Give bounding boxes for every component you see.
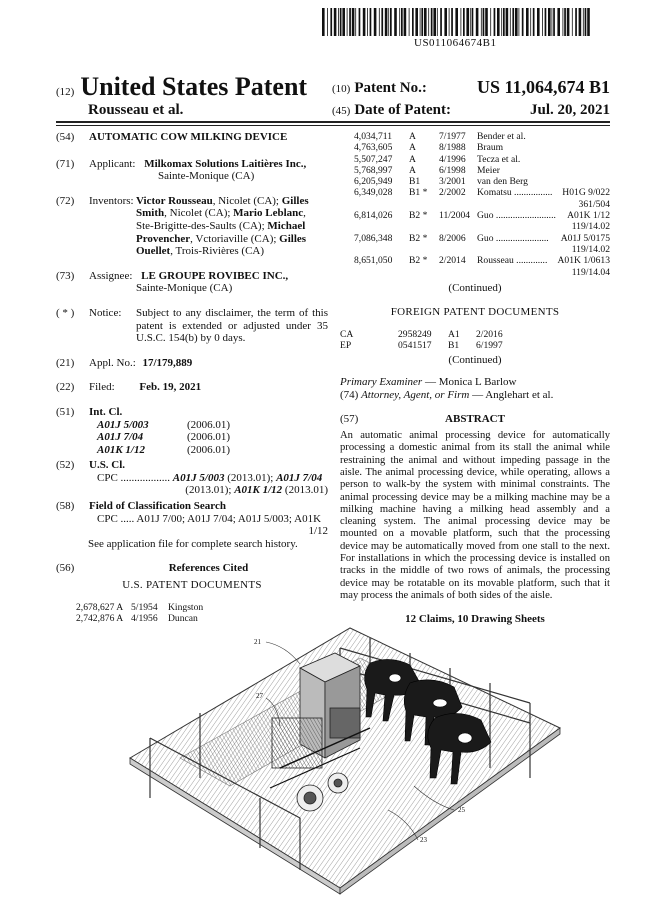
barcode-bar bbox=[472, 8, 474, 36]
us-ref-row bbox=[354, 199, 610, 210]
assignee-label: Assignee: bbox=[89, 269, 133, 282]
filed-label: Filed: bbox=[89, 381, 115, 394]
ref-cl: A01K 1/12 bbox=[567, 210, 610, 222]
intcl-row-1 bbox=[89, 431, 328, 444]
cpc-3-year: (2013.01) bbox=[282, 484, 328, 497]
inventor-3: Mario Leblanc bbox=[233, 207, 304, 220]
barcode-bar bbox=[530, 8, 531, 36]
barcode-bar bbox=[342, 8, 345, 36]
us-ref-row bbox=[354, 176, 610, 187]
ref-d: 11/2004 bbox=[439, 210, 471, 222]
title-field bbox=[56, 131, 328, 144]
ref-cl: 119/14.04 bbox=[571, 266, 610, 278]
us-ref-row bbox=[354, 154, 610, 165]
ref-name: Duncan bbox=[168, 612, 198, 624]
ref-nm: Braum bbox=[477, 142, 504, 154]
label-21: 21 bbox=[254, 638, 261, 646]
us-ref-row bbox=[354, 255, 610, 266]
cpc-label: CPC bbox=[97, 471, 118, 484]
barcode-bar bbox=[440, 8, 442, 36]
barcode-bar bbox=[512, 8, 514, 36]
ref-cl: A01J 5/0175 bbox=[560, 232, 610, 244]
barcode-bar bbox=[409, 8, 410, 36]
us-ref-row bbox=[354, 267, 610, 278]
header-rule-thin bbox=[56, 125, 610, 126]
barcode-bar bbox=[390, 8, 392, 36]
barcode-bar bbox=[461, 8, 462, 36]
ref-k: B2 * bbox=[409, 210, 428, 222]
cpc-line bbox=[89, 472, 328, 485]
barcode-bar bbox=[420, 8, 421, 36]
barcode-bar bbox=[363, 8, 366, 36]
ref-cl: H01G 9/022 bbox=[562, 187, 610, 199]
ref-d: 7/1977 bbox=[439, 131, 466, 142]
cpc-1-year: (2013.01); bbox=[224, 471, 277, 484]
ref-nm: Guo ...................... bbox=[477, 232, 549, 244]
ref-n: 6,349,028 bbox=[354, 187, 393, 199]
ref-d: 8/2006 bbox=[439, 232, 466, 244]
ref-nm: Guo ......................... bbox=[477, 210, 556, 222]
barcode-bar bbox=[575, 8, 577, 36]
ref-nm: Bender et al. bbox=[477, 131, 526, 142]
intcl-code: (51) bbox=[56, 405, 75, 418]
ref-date: 4/1956 bbox=[131, 612, 158, 624]
ref-d: 2/2002 bbox=[439, 187, 466, 199]
right-column bbox=[340, 131, 610, 626]
abstract-label: ABSTRACT bbox=[445, 413, 505, 426]
barcode-bar bbox=[485, 8, 488, 36]
barcode-bar bbox=[506, 8, 509, 36]
publication-number: US011064674B1 bbox=[414, 37, 497, 49]
us-ref-row bbox=[354, 131, 610, 142]
assignee-code: (73) bbox=[56, 269, 75, 282]
cpc-line-2 bbox=[89, 484, 328, 497]
barcode-bar bbox=[444, 8, 447, 36]
abstract-code: (57) bbox=[340, 413, 359, 426]
ref-n: 7,086,348 bbox=[354, 232, 393, 244]
code-45: (45) bbox=[332, 105, 351, 117]
cpc-2: A01J 7/04 bbox=[276, 471, 323, 484]
code-10: (10) bbox=[332, 83, 351, 95]
barcode-bar bbox=[545, 8, 547, 36]
us-ref-row bbox=[354, 221, 610, 232]
ref-cl: 119/14.02 bbox=[571, 221, 610, 233]
assignee-location: Sainte-Monique (CA) bbox=[136, 282, 233, 295]
ref-d: 6/1998 bbox=[439, 164, 466, 176]
refs-label: References Cited bbox=[168, 562, 249, 575]
search-label: Field of Classification Search bbox=[89, 500, 226, 513]
barcode-bar bbox=[370, 8, 372, 36]
barcode-bar bbox=[394, 8, 397, 36]
intcl-year-2: (2006.01) bbox=[187, 443, 231, 456]
barcode-bar bbox=[563, 8, 564, 36]
examiner-label: Primary Examiner bbox=[340, 376, 423, 389]
barcode-bar bbox=[347, 8, 348, 36]
foreign-refs-list bbox=[340, 329, 610, 352]
label-23: 23 bbox=[420, 836, 427, 844]
inventor-3-loc: , bbox=[303, 207, 306, 220]
barcode-bar bbox=[455, 8, 458, 36]
patent-type-title: United States Patent bbox=[80, 72, 308, 101]
foreign-ref-row bbox=[340, 329, 610, 340]
foreign-docs-label: FOREIGN PATENT DOCUMENTS bbox=[390, 306, 560, 319]
barcode-bar bbox=[327, 8, 328, 36]
label-27: 27 bbox=[256, 692, 263, 700]
ref-k: A bbox=[409, 164, 416, 176]
ref-d: 3/2001 bbox=[439, 176, 466, 188]
ref-nm: van den Berg bbox=[477, 176, 528, 188]
applicant-code: (71) bbox=[56, 157, 75, 170]
assignee-name: LE GROUPE ROVIBEC INC., bbox=[141, 269, 289, 282]
search-field bbox=[56, 500, 328, 550]
us-ref-row bbox=[354, 165, 610, 176]
us-ref-row bbox=[354, 210, 610, 221]
us-refs-continued bbox=[340, 131, 610, 278]
ref-n: 4,034,711 bbox=[354, 131, 393, 142]
barcode-bar bbox=[330, 8, 332, 36]
barcode-bar bbox=[355, 8, 356, 36]
applicant-label: Applicant: bbox=[89, 157, 136, 170]
barcode-bar bbox=[501, 8, 502, 36]
foreign-number: 0541517 bbox=[398, 340, 432, 352]
barcode-bar bbox=[470, 8, 471, 36]
barcode-bar bbox=[401, 8, 403, 36]
barcode-bar bbox=[379, 8, 380, 36]
barcode-bar bbox=[481, 8, 482, 36]
ref-nm: Rousseau ............. bbox=[477, 255, 548, 267]
inventor-5b: Ouellet bbox=[136, 245, 171, 258]
inventor-5a: Gilles bbox=[279, 232, 307, 245]
abstract-text: An automatic animal processing device for automatically processing a domestic animal from its stall the animal while restraining the animal and without impeding passage in the aisle. The animal processing device, while operating, allows a person to walk-by the system with minimal constraints. The animal processing device may be a milking machine may be a milking machine having a milking head assembly and a cleaning system. The animal processing device may be mounted on a movable platform, such that the processing device may be automatically moved from one stall to the next. For installations in which the processing device is installed on tracks in the middle of two rows of animals, the processing device may be rotatable on its movable platform, such that it may process the animals of both sides of the aisle. bbox=[340, 430, 610, 601]
patent-number: US 11,064,674 B1 bbox=[476, 77, 610, 97]
intcl-row-0 bbox=[89, 419, 328, 432]
barcode-bar bbox=[567, 8, 570, 36]
barcode-bar bbox=[338, 8, 339, 36]
search-cpc-2: 1/12 bbox=[308, 525, 328, 538]
refs-field bbox=[56, 562, 328, 575]
barcode-bar bbox=[352, 8, 355, 36]
notice-field bbox=[56, 307, 328, 345]
inventor-2b: Smith bbox=[136, 207, 165, 220]
ref-number: 2,678,627 A bbox=[76, 601, 124, 613]
ref-n: 4,763,605 bbox=[354, 142, 393, 154]
barcode-bar bbox=[537, 8, 540, 36]
barcode-bar bbox=[449, 8, 450, 36]
applicant-name: Milkomax Solutions Laitières Inc., bbox=[144, 157, 307, 170]
barcode-bar bbox=[433, 8, 436, 36]
foreign-ref-row bbox=[340, 340, 610, 351]
foreign-number: 2958249 bbox=[398, 329, 432, 341]
barcode-bar bbox=[412, 8, 414, 36]
ref-n: 8,651,050 bbox=[354, 255, 393, 267]
date-label: Date of Patent: bbox=[354, 102, 451, 118]
intcl-field bbox=[56, 406, 328, 456]
barcode-bar bbox=[466, 8, 469, 36]
barcode-bar bbox=[579, 8, 582, 36]
inventor-3-line: Ste-Brigitte-des-Saults (CA); bbox=[136, 219, 268, 232]
inventor-short: Rousseau et al. bbox=[88, 102, 184, 118]
ref-nm: Komatsu ................ bbox=[477, 187, 553, 199]
barcode-bar bbox=[340, 8, 342, 36]
appl-number: 17/179,889 bbox=[142, 356, 193, 369]
barcode-bar bbox=[463, 8, 465, 36]
barcode-bar bbox=[585, 8, 587, 36]
patent-header-right bbox=[332, 77, 610, 124]
inventors-label: Inventors: bbox=[89, 194, 134, 207]
ref-number: 2,742,876 A bbox=[76, 612, 124, 624]
cpc-1: A01J 5/003 bbox=[172, 471, 225, 484]
barcode-bar bbox=[519, 8, 520, 36]
barcode bbox=[322, 8, 592, 36]
barcode-bar bbox=[374, 8, 377, 36]
barcode-bar bbox=[451, 8, 453, 36]
barcode-bar bbox=[431, 8, 433, 36]
ref-k: A bbox=[409, 153, 416, 165]
ref-d: 8/1988 bbox=[439, 142, 466, 154]
inventor-5-loc: , Trois-Rivières (CA) bbox=[170, 245, 265, 258]
us-docs-label: U.S. PATENT DOCUMENTS bbox=[122, 579, 262, 592]
barcode-bar bbox=[388, 8, 389, 36]
barcode-bar bbox=[553, 8, 555, 36]
barcode-bar bbox=[522, 8, 524, 36]
code-12: (12) bbox=[56, 86, 75, 98]
us-ref-row bbox=[354, 233, 610, 244]
attorney-name: — Anglehart et al. bbox=[469, 388, 554, 401]
foreign-date: 6/1997 bbox=[476, 340, 503, 352]
filed-code: (22) bbox=[56, 381, 75, 394]
barcode-bar bbox=[490, 8, 491, 36]
milking-device-drawing bbox=[90, 608, 590, 898]
inventors-field bbox=[56, 195, 328, 258]
barcode-bar bbox=[349, 8, 351, 36]
barcode-bar bbox=[583, 8, 584, 36]
barcode-bar bbox=[476, 8, 479, 36]
invention-title: AUTOMATIC COW MILKING DEVICE bbox=[89, 131, 288, 143]
barcode-bar bbox=[367, 8, 368, 36]
ref-k: B1 * bbox=[409, 187, 428, 199]
continued-2: (Continued) bbox=[448, 353, 502, 366]
assignee-field bbox=[56, 270, 328, 295]
patent-date: Jul. 20, 2021 bbox=[529, 102, 610, 118]
ref-n: 5,768,997 bbox=[354, 164, 393, 176]
barcode-bar bbox=[381, 8, 383, 36]
notice-code: ( * ) bbox=[56, 306, 75, 319]
ref-cl: 361/504 bbox=[578, 198, 610, 210]
ref-k: A bbox=[409, 131, 416, 142]
ref-cl: A01K 1/0613 bbox=[557, 255, 610, 267]
us-ref-row bbox=[354, 244, 610, 255]
barcode-bar bbox=[526, 8, 529, 36]
applicant-location: Sainte-Monique (CA) bbox=[158, 170, 255, 183]
intcl-year-1: (2006.01) bbox=[187, 431, 231, 444]
barcode-bar bbox=[428, 8, 429, 36]
barcode-bar bbox=[359, 8, 361, 36]
barcode-bar bbox=[572, 8, 573, 36]
intcl-code-0: A01J 5/003 bbox=[97, 418, 149, 431]
intcl-label: Int. Cl. bbox=[89, 405, 123, 418]
ref-n: 5,507,247 bbox=[354, 153, 393, 165]
patent-no-label: Patent No.: bbox=[354, 80, 427, 96]
ref-name: Kingston bbox=[168, 601, 204, 613]
abstract-heading bbox=[340, 413, 610, 426]
barcode-bar bbox=[334, 8, 337, 36]
ref-cl: 119/14.02 bbox=[571, 243, 610, 255]
intcl-row-2 bbox=[89, 444, 328, 457]
search-see-note: See application file for complete search history. bbox=[88, 537, 298, 550]
barcode-bar bbox=[533, 8, 535, 36]
notice-label: Notice: bbox=[89, 306, 122, 319]
uscl-code: (52) bbox=[56, 459, 75, 472]
uscl-field bbox=[56, 459, 328, 497]
barcode-bar bbox=[548, 8, 551, 36]
inventor-2a: Gilles bbox=[281, 194, 309, 207]
foreign-country: EP bbox=[340, 340, 352, 352]
applicant-field bbox=[56, 158, 328, 183]
refs-code: (56) bbox=[56, 562, 75, 575]
label-25: 25 bbox=[458, 806, 465, 814]
patent-number-row bbox=[332, 77, 610, 102]
cpc-dots: .................. bbox=[117, 471, 171, 484]
ref-nm: Tecza et al. bbox=[477, 153, 521, 165]
us-ref-row bbox=[354, 187, 610, 198]
ref-d: 4/1996 bbox=[439, 153, 466, 165]
barcode-bar bbox=[424, 8, 427, 36]
inventor-2-loc: , Nicolet (CA); bbox=[164, 207, 234, 220]
appl-field bbox=[56, 357, 328, 370]
search-cpc: CPC ..... A01J 7/00; A01J 7/04; A01J 5/003; A01K bbox=[97, 512, 322, 525]
foreign-date: 2/2016 bbox=[476, 329, 503, 341]
ref-nm: Meier bbox=[477, 164, 500, 176]
claims-line: 12 Claims, 10 Drawing Sheets bbox=[405, 613, 545, 626]
ref-k: A bbox=[409, 142, 416, 154]
barcode-bar bbox=[542, 8, 543, 36]
foreign-country: CA bbox=[340, 329, 354, 341]
barcode-bar bbox=[564, 8, 566, 36]
left-column bbox=[56, 131, 328, 624]
barcode-bar bbox=[587, 8, 590, 36]
ref-date: 5/1954 bbox=[131, 601, 158, 613]
ref-k: B2 * bbox=[409, 232, 428, 244]
uscl-label: U.S. Cl. bbox=[89, 459, 126, 472]
barcode-bar bbox=[421, 8, 423, 36]
examiner-name: — Monica L Barlow bbox=[422, 376, 517, 389]
barcode-bar bbox=[385, 8, 388, 36]
cpc-2-year: (2013.01); bbox=[185, 484, 235, 497]
ref-n: 6,205,949 bbox=[354, 176, 393, 188]
attorney-line bbox=[340, 389, 610, 402]
ref-k: B1 bbox=[409, 176, 421, 188]
attorney-code: (74) bbox=[340, 388, 359, 401]
ref-d: 2/2014 bbox=[439, 255, 466, 267]
inventor-4b: Provencher bbox=[136, 232, 191, 245]
attorney-label: Attorney, Agent, or Firm bbox=[361, 388, 470, 401]
inventors-code: (72) bbox=[56, 194, 75, 207]
barcode-bar bbox=[510, 8, 511, 36]
barcode-bar bbox=[497, 8, 500, 36]
barcode-bar bbox=[552, 8, 553, 36]
inventor-1: Victor Rousseau bbox=[136, 194, 213, 207]
ref-n: 6,814,026 bbox=[354, 210, 393, 222]
barcode-bar bbox=[415, 8, 418, 36]
foreign-kind: A1 bbox=[448, 329, 460, 341]
inventor-4a: Michael bbox=[267, 219, 306, 232]
barcode-bar bbox=[515, 8, 518, 36]
filed-date: Feb. 19, 2021 bbox=[139, 381, 202, 394]
barcode-bar bbox=[399, 8, 400, 36]
title-code: (54) bbox=[56, 131, 75, 143]
barcode-bar bbox=[483, 8, 485, 36]
notice-text: Subject to any disclaimer, the term of this patent is extended or adjusted under 35 U.S.C. 154(b) by 0 days. bbox=[136, 306, 328, 345]
barcode-bar bbox=[557, 8, 560, 36]
intcl-year-0: (2006.01) bbox=[187, 418, 231, 431]
barcode-bar bbox=[404, 8, 407, 36]
barcode-bar bbox=[437, 8, 438, 36]
barcode-bar bbox=[322, 8, 325, 36]
appl-code: (21) bbox=[56, 356, 75, 369]
us-ref-row bbox=[354, 142, 610, 153]
inventor-1-loc: , Nicolet (CA); bbox=[212, 194, 282, 207]
examiner-line bbox=[340, 376, 610, 389]
ref-k: B2 * bbox=[409, 255, 428, 267]
appl-label: Appl. No.: bbox=[89, 356, 136, 369]
filed-field bbox=[56, 381, 328, 394]
intcl-code-2: A01K 1/12 bbox=[97, 443, 145, 456]
patent-header-left bbox=[56, 72, 308, 118]
continued-1: (Continued) bbox=[448, 281, 502, 294]
barcode-bar bbox=[494, 8, 496, 36]
barcode-bar bbox=[503, 8, 505, 36]
header-rule-thick bbox=[56, 121, 610, 123]
cpc-3: A01K 1/12 bbox=[234, 484, 283, 497]
inventor-4-loc: , Vctoriaville (CA); bbox=[190, 232, 280, 245]
intcl-code-1: A01J 7/04 bbox=[97, 431, 144, 444]
foreign-kind: B1 bbox=[448, 340, 460, 352]
search-code: (58) bbox=[56, 500, 75, 513]
